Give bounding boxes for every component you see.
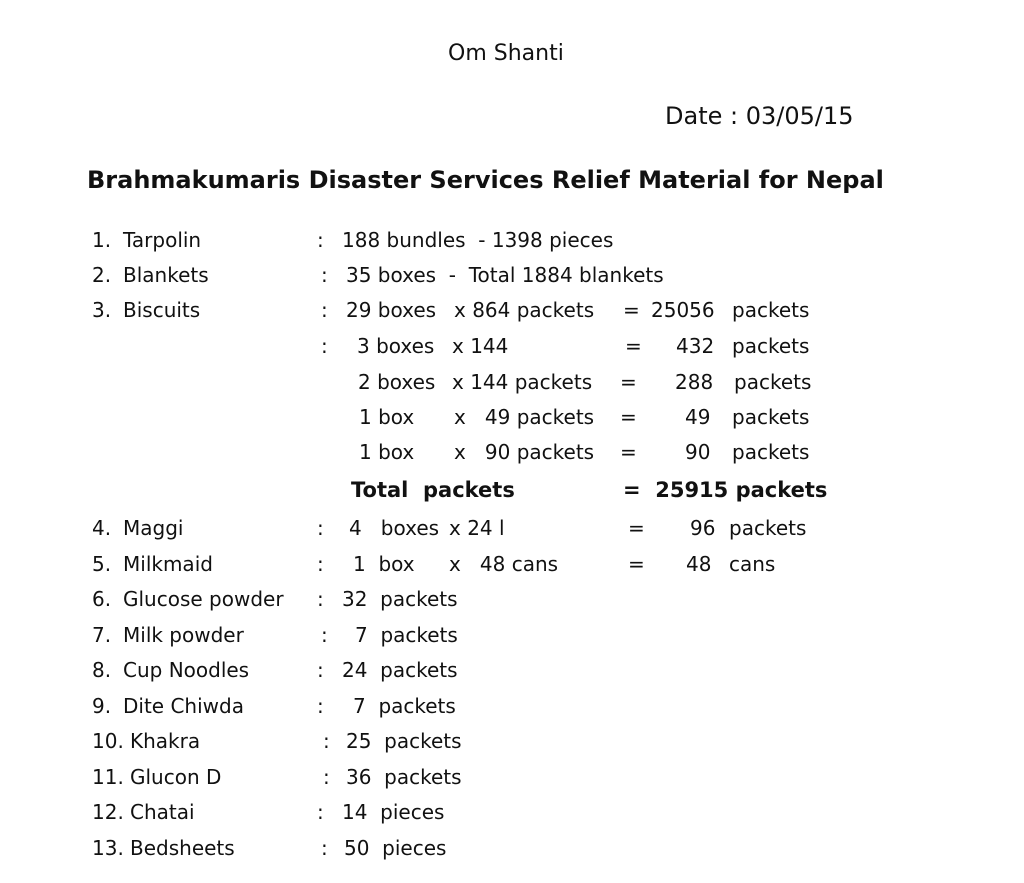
breakdown-boxes: 3 boxes (357, 334, 435, 358)
item-number: 7. (92, 623, 112, 647)
item-number: 5. (92, 552, 112, 576)
item-name: Milk powder (123, 623, 244, 647)
breakdown-equals: = (625, 334, 642, 358)
breakdown-multiplier: x 90 packets (454, 440, 595, 464)
item-detail: 24 packets (342, 658, 458, 682)
item-number: 9. (92, 694, 112, 718)
breakdown-quantity: 90 (685, 440, 711, 464)
item-name: Glucose powder (123, 587, 284, 611)
item-number: 3. (92, 298, 112, 322)
breakdown-quantity: 49 (685, 405, 711, 429)
item-colon: : (317, 587, 324, 611)
item-number: 4. (92, 516, 112, 540)
item-number: 11. (92, 765, 124, 789)
breakdown-unit: packets (732, 405, 810, 429)
breakdown-quantity: 96 (690, 516, 716, 540)
item-colon: : (317, 516, 324, 540)
breakdown-unit: packets (732, 298, 810, 322)
item-colon: : (321, 623, 328, 647)
item-colon: : (317, 552, 324, 576)
item-number: 2. (92, 263, 112, 287)
item-detail: 14 pieces (342, 800, 445, 824)
item-detail: 35 boxes - Total 1884 blankets (346, 263, 664, 287)
breakdown-quantity: 25056 (651, 298, 715, 322)
item-name: Tarpolin (123, 228, 202, 252)
breakdown-multiplier: x 24 l (449, 516, 505, 540)
item-name: Dite Chiwda (123, 694, 244, 718)
item-name: Milkmaid (123, 552, 213, 576)
item-detail: 7 packets (353, 694, 456, 718)
item-detail: 188 bundles - 1398 pieces (342, 228, 614, 252)
item-colon: : (321, 298, 328, 322)
breakdown-unit: packets (732, 334, 810, 358)
item-colon: : (321, 263, 328, 287)
item-detail: 32 packets (342, 587, 458, 611)
breakdown-multiplier: x 49 packets (454, 405, 595, 429)
breakdown-multiplier: x 144 (452, 334, 509, 358)
breakdown-equals: = (623, 298, 640, 322)
item-name: Chatai (130, 800, 195, 824)
breakdown-quantity: 288 (675, 370, 714, 394)
item-number: 10. (92, 729, 124, 753)
breakdown-multiplier: x 864 packets (454, 298, 595, 322)
item-colon: : (317, 658, 324, 682)
item-number: 8. (92, 658, 112, 682)
item-number: 1. (92, 228, 112, 252)
breakdown-boxes: 1 box (359, 405, 415, 429)
item-colon: : (323, 765, 330, 789)
item-detail: 7 packets (355, 623, 458, 647)
breakdown-equals: = (620, 440, 637, 464)
biscuits-total-value: = 25915 packets (623, 478, 828, 502)
breakdown-quantity: 48 (686, 552, 712, 576)
breakdown-boxes: 1 box (353, 552, 415, 576)
item-name: Glucon D (130, 765, 222, 789)
item-name: Khakra (130, 729, 201, 753)
breakdown-boxes: 1 box (359, 440, 415, 464)
breakdown-equals: = (628, 552, 645, 576)
item-detail: 50 pieces (344, 836, 447, 860)
item-name: Maggi (123, 516, 184, 540)
breakdown-boxes: 2 boxes (358, 370, 436, 394)
item-colon: : (317, 228, 324, 252)
breakdown-equals: = (620, 370, 637, 394)
breakdown-multiplier: x 144 packets (452, 370, 593, 394)
breakdown-unit: cans (729, 552, 776, 576)
item-detail: 36 packets (346, 765, 462, 789)
breakdown-colon: : (321, 334, 328, 358)
item-name: Biscuits (123, 298, 201, 322)
item-number: 6. (92, 587, 112, 611)
item-detail: 25 packets (346, 729, 462, 753)
biscuits-total-label: Total packets (351, 478, 515, 502)
item-number: 12. (92, 800, 124, 824)
breakdown-unit: packets (734, 370, 812, 394)
document-heading: Om Shanti (448, 41, 564, 66)
breakdown-boxes: 4 boxes (349, 516, 440, 540)
breakdown-unit: packets (729, 516, 807, 540)
breakdown-equals: = (620, 405, 637, 429)
document-date: Date : 03/05/15 (665, 102, 854, 130)
breakdown-unit: packets (732, 440, 810, 464)
breakdown-quantity: 432 (676, 334, 715, 358)
breakdown-multiplier: x 48 cans (449, 552, 559, 576)
document-title: Brahmakumaris Disaster Services Relief Material for Nepal (87, 166, 884, 194)
item-colon: : (323, 729, 330, 753)
item-name: Bedsheets (130, 836, 235, 860)
item-colon: : (317, 800, 324, 824)
item-number: 13. (92, 836, 124, 860)
item-name: Blankets (123, 263, 209, 287)
item-colon: : (321, 836, 328, 860)
item-colon: : (317, 694, 324, 718)
item-name: Cup Noodles (123, 658, 250, 682)
breakdown-equals: = (628, 516, 645, 540)
breakdown-boxes: 29 boxes (346, 298, 437, 322)
